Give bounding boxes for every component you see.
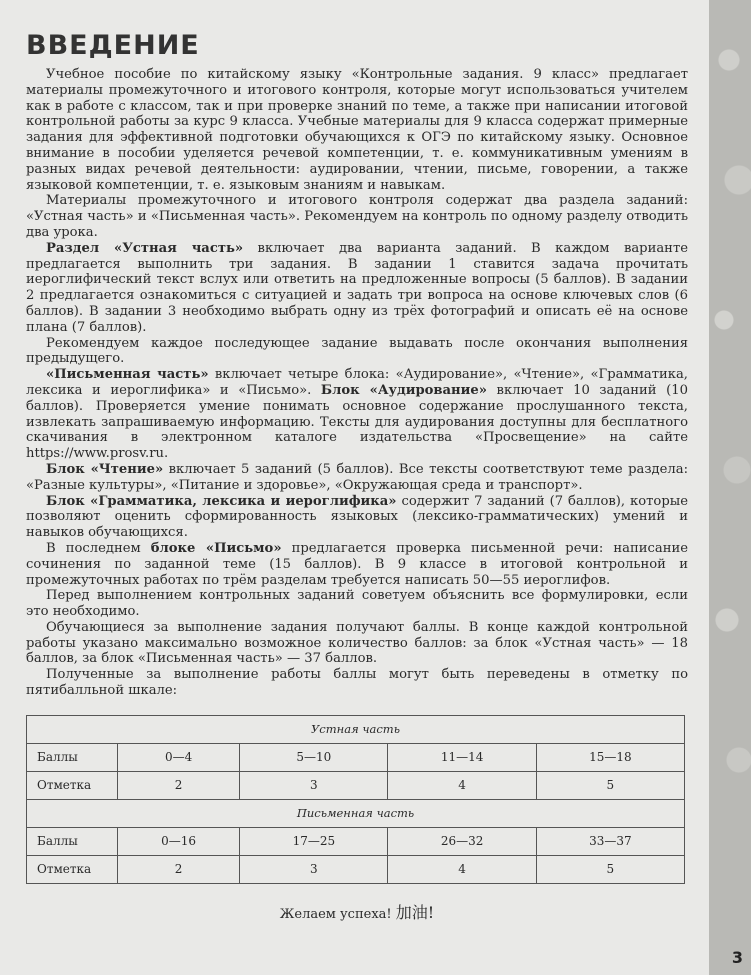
table-section-title: Письменная часть bbox=[27, 799, 685, 827]
text-segment: включает 10 заданий (10 баллов). Проверяется умение понимать основное содержание прослушанного текста, извлекать запрашиваемую информацию. Тексты для аудирования доступны для бесплатного скачивания в электронном каталоге издательства «Просвещение» на сайте https://www.prosv.ru. bbox=[26, 382, 688, 462]
table-section-row bbox=[27, 799, 685, 827]
text-segment: Полученные за выполнение работы баллы могут быть переведены в отметку по пятибалльной шкале: bbox=[26, 667, 688, 699]
closing-chinese: 加油! bbox=[395, 902, 435, 922]
table-cell: 17—25 bbox=[240, 827, 388, 855]
decorative-border bbox=[709, 0, 751, 975]
row-label: Баллы bbox=[27, 827, 118, 855]
body-text bbox=[26, 67, 688, 699]
text-segment: Перед выполнением контрольных заданий советуем объяснить все формулировки, если это необходимо. bbox=[26, 588, 688, 620]
paragraph bbox=[26, 667, 688, 699]
table-cell: 4 bbox=[388, 855, 536, 883]
table-cell: 3 bbox=[240, 855, 388, 883]
paragraph bbox=[26, 620, 688, 667]
text-segment: Обучающиеся за выполнение задания получают баллы. В конце каждой контрольной работы указано максимально возможное количество баллов: за блок «Устная часть» — 18 баллов, за блок «Письменная часть» — 37 баллов. bbox=[26, 619, 688, 667]
bold-phrase: Раздел «Устная часть» bbox=[46, 240, 244, 256]
bold-phrase: блоке «Письмо» bbox=[150, 540, 282, 556]
row-label: Отметка bbox=[27, 855, 118, 883]
closing-line bbox=[26, 900, 688, 923]
table-cell: 3 bbox=[240, 771, 388, 799]
grading-table-wrap bbox=[26, 715, 688, 884]
text-segment: Учебное пособие по китайскому языку «Контрольные задания. 9 класс» предлагает материалы промежуточного и итогового контроля, которые могут использоваться учителем как в работе с классом, так и при проверке знаний по теме, а также при написании итоговой контрольной работы за курс 9 класса. Учебные материалы для 9 класса содержат примерные задания для эффективной подготовки обучающихся к ОГЭ по китайскому языку. Основное внимание в пособии уделяется речевой компетенции, т. е. коммуникативным умениям в разных видах речевой деятельности: аудировании, чтении, письме, говорении, а также языковой компетенции, т. е. языковым знаниям и навыкам. bbox=[26, 67, 688, 193]
table-cell: 33—37 bbox=[536, 827, 684, 855]
page-number: 3 bbox=[731, 948, 743, 967]
paragraph bbox=[26, 367, 688, 462]
text-segment: Рекомендуем каждое последующее задание выдавать после окончания выполнения предыдущего. bbox=[26, 335, 688, 367]
table-cell: 11—14 bbox=[388, 743, 536, 771]
text-segment: Материалы промежуточного и итогового контроля содержат два раздела заданий: «Устная часть» и «Письменная часть». Рекомендуем на контроль по одному разделу отводить два урока. bbox=[26, 193, 688, 240]
row-label: Отметка bbox=[27, 771, 118, 799]
table-row bbox=[27, 771, 685, 799]
text-segment: включает четыре блока: «Аудирование», «Чтение», «Грамматика, лексика и иероглифика» и «Письмо». bbox=[26, 367, 688, 398]
text-segment: включает 5 заданий (5 баллов). Все тексты соответствуют теме раздела: «Разные культуры», «Питание и здоровье», «Окружающая среда и транспорт». bbox=[26, 461, 688, 493]
paragraph bbox=[26, 67, 688, 193]
table-cell: 2 bbox=[118, 771, 240, 799]
bold-phrase: Блок «Аудирование» bbox=[320, 382, 487, 398]
table-cell: 2 bbox=[118, 855, 240, 883]
table-cell: 5—10 bbox=[240, 743, 388, 771]
paragraph bbox=[26, 494, 688, 541]
table-row bbox=[27, 827, 685, 855]
table-section-title: Устная часть bbox=[27, 715, 685, 743]
grading-table bbox=[26, 715, 685, 884]
paragraph bbox=[26, 462, 688, 494]
table-row bbox=[27, 855, 685, 883]
paragraph bbox=[26, 588, 688, 620]
text-segment: В последнем bbox=[46, 540, 151, 556]
text-segment: предлагается проверка письменной речи: написание сочинения по заданной теме (15 баллов). В 9 классе в итоговой контрольной и промежуточных работах по трём разделам требуется написать 50—55 иероглифов. bbox=[26, 540, 689, 588]
paragraph bbox=[26, 193, 688, 240]
bold-phrase: Блок «Грамматика, лексика и иероглифика» bbox=[46, 493, 397, 509]
paragraph bbox=[26, 241, 688, 336]
text-segment: содержит 7 заданий (7 баллов), которые позволяют оценить сформированность языковых (лексико-грамматических) умений и навыков обучающихся. bbox=[26, 493, 688, 541]
table-cell: 5 bbox=[536, 855, 684, 883]
table-cell: 0—16 bbox=[118, 827, 240, 855]
closing-text: Желаем успеха! bbox=[279, 906, 396, 922]
table-cell: 4 bbox=[388, 771, 536, 799]
bold-phrase: «Письменная часть» bbox=[46, 367, 209, 383]
page-content bbox=[26, 30, 688, 923]
page-title: ВВЕДЕНИЕ bbox=[26, 30, 200, 61]
table-cell: 5 bbox=[536, 771, 684, 799]
text-segment: включает два варианта заданий. В каждом варианте предлагается выполнить три задания. В задании 1 ставится задача прочитать иероглифический текст вслух или ответить на предложенные вопросы (5 баллов). В задании 2 предлагается ознакомиться с ситуацией и задать три вопроса на основе ключевых слов (6 баллов). В задании 3 необходимо выбрать одну из трёх фотографий и описать её на основе плана (7 баллов). bbox=[26, 240, 688, 335]
table-cell: 0—4 bbox=[118, 743, 240, 771]
paragraph bbox=[26, 541, 688, 588]
table-cell: 26—32 bbox=[388, 827, 536, 855]
row-label: Баллы bbox=[27, 743, 118, 771]
table-cell: 15—18 bbox=[536, 743, 684, 771]
bold-phrase: Блок «Чтение» bbox=[46, 461, 164, 477]
paragraph bbox=[26, 336, 688, 368]
table-section-row bbox=[27, 715, 685, 743]
table-row bbox=[27, 743, 685, 771]
